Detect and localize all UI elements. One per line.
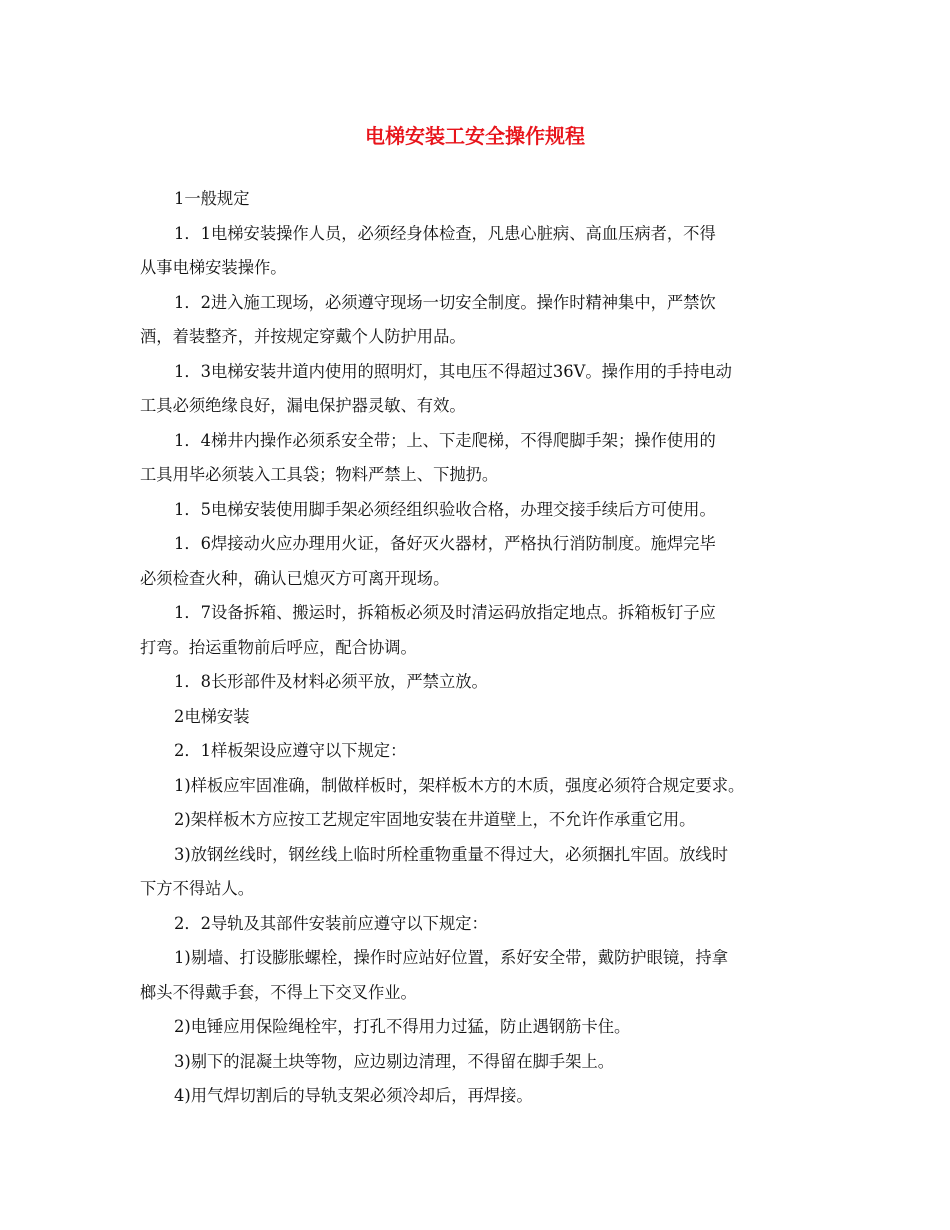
paragraph xyxy=(140,907,830,942)
paragraph-line: 下方不得站人。 xyxy=(140,879,254,898)
paragraph xyxy=(140,217,830,286)
paragraph-line: 3)放钢丝线时，钢丝线上临时所栓重物重量不得过大，必须捆扎牢固。放线时 xyxy=(174,844,728,864)
paragraph-line: 2．1样板架设应遵守以下规定： xyxy=(174,741,407,760)
paragraph-line: 工具必须绝缘良好，漏电保护器灵敏、有效。 xyxy=(140,396,466,415)
paragraph xyxy=(140,1010,830,1045)
paragraph xyxy=(140,941,830,1010)
paragraph xyxy=(140,1045,830,1080)
paragraph xyxy=(140,596,830,665)
paragraph-line: 3)剔下的混凝土块等物，应边剔边清理，不得留在脚手架上。 xyxy=(174,1051,615,1071)
paragraph-line: 1．8长形部件及材料必须平放，严禁立放。 xyxy=(174,672,488,691)
paragraph-line: 工具用毕必须装入工具袋；物料严禁上、下抛扔。 xyxy=(140,465,499,484)
paragraph xyxy=(140,838,830,907)
paragraph xyxy=(140,734,830,769)
paragraph xyxy=(140,803,830,838)
paragraph xyxy=(140,769,830,804)
paragraph-line: 1．7设备拆箱、搬运时，拆箱板必须及时清运码放指定地点。拆箱板钉子应 xyxy=(174,603,716,622)
paragraph-line: 酒，着装整齐，并按规定穿戴个人防护用品。 xyxy=(140,327,466,346)
document-body xyxy=(140,182,830,1114)
paragraph xyxy=(140,424,830,493)
paragraph xyxy=(140,493,830,528)
paragraph-line: 1一般规定 xyxy=(174,189,250,208)
paragraph-line: 1)样板应牢固准确，制做样板时，架样板木方的木质，强度必须符合规定要求。 xyxy=(174,775,745,795)
paragraph xyxy=(140,1079,830,1114)
paragraph xyxy=(140,700,830,735)
paragraph xyxy=(140,286,830,355)
paragraph xyxy=(140,182,830,217)
paragraph xyxy=(140,355,830,424)
paragraph-line: 2)架样板木方应按工艺规定牢固地安装在井道壁上，不允许作承重它用。 xyxy=(174,810,696,829)
paragraph-line: 榔头不得戴手套，不得上下交叉作业。 xyxy=(140,982,417,1002)
paragraph-line: 必须检查火种，确认已熄灭方可离开现场。 xyxy=(140,568,450,588)
paragraph-line: 1)剔墙、打设膨胀螺栓，操作时应站好位置，系好安全带，戴防护眼镜，持拿 xyxy=(174,948,728,967)
paragraph-line: 1．5电梯安装使用脚手架必须经组织验收合格，办理交接手续后方可使用。 xyxy=(174,499,716,519)
paragraph-line: 2)电锤应用保险绳栓牢，打孔不得用力过猛，防止遇钢筋卡住。 xyxy=(174,1017,631,1036)
paragraph-line: 从事电梯安装操作。 xyxy=(140,258,287,277)
paragraph-line: 1．6焊接动火应办理用火证，备好灭火器材，严格执行消防制度。施焊完毕 xyxy=(174,534,716,553)
paragraph-line: 1．3电梯安装井道内使用的照明灯，其电压不得超过36V。操作用的手持电动 xyxy=(174,361,732,381)
paragraph-line: 4)用气焊切割后的导轨支架必须冷却后，再焊接。 xyxy=(174,1086,533,1105)
paragraph-line: 1．1电梯安装操作人员，必须经身体检查，凡患心脏病、高血压病者，不得 xyxy=(174,223,716,243)
paragraph-line: 2电梯安装 xyxy=(174,706,250,726)
paragraph-line: 2．2导轨及其部件安装前应遵守以下规定： xyxy=(174,913,488,933)
paragraph xyxy=(140,527,830,596)
paragraph xyxy=(140,665,830,700)
document-title: 电梯安装工安全操作规程 xyxy=(365,124,585,148)
paragraph-line: 打弯。抬运重物前后呼应，配合协调。 xyxy=(140,637,417,657)
paragraph-line: 1．2进入施工现场，必须遵守现场一切安全制度。操作时精神集中，严禁饮 xyxy=(174,292,716,312)
paragraph-line: 1．4梯井内操作必须系安全带；上、下走爬梯，不得爬脚手架；操作使用的 xyxy=(174,430,716,450)
